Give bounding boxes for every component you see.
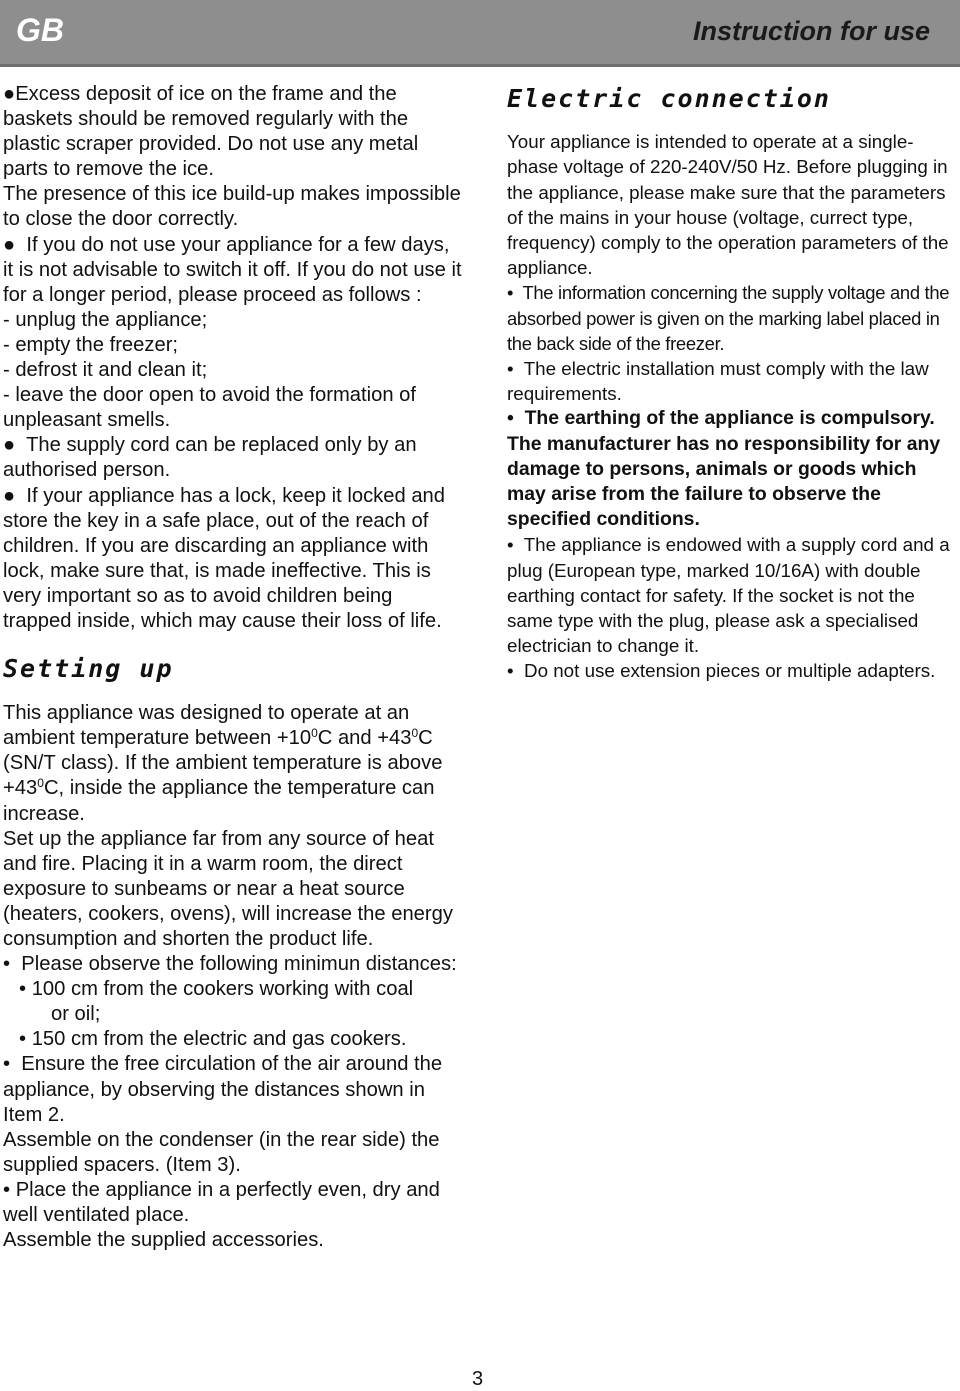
temp-text-a: This appliance was designed to operate at an ambient temperature between +10 (3, 702, 410, 750)
spacers-paragraph: Assemble on the condenser (in the rear side) the supplied spacers. (Item 3). (3, 1128, 440, 1176)
distance-text: 150 cm from the electric and gas cookers. (31, 1028, 407, 1051)
lock-paragraph (3, 484, 463, 635)
document-title: Instruction for use (692, 16, 930, 46)
unused-text: If you do not use your appliance for a few days, it is not advisable to switch it off. If you do not use it for a longer period, please proceed as follows : (3, 233, 462, 306)
marking-label-text: The information concerning the supply voltage and the absorbed power is given on the marking label placed in the back side of the freezer. (507, 282, 950, 354)
step-empty: - empty the freezer; (3, 333, 179, 356)
step-defrost: - defrost it and clean it; (3, 359, 208, 382)
temp-text-d: C, inside the appliance the temperature can increase. (3, 777, 435, 825)
distance-item-electric (3, 1027, 463, 1052)
step-door-open: - leave the door open to avoid the formation of unpleasant smells. (3, 384, 416, 432)
temp-text-c: C (SN/T class). If the ambient temperature is above +43 (3, 727, 443, 800)
temp-text-b: C and +43 (317, 727, 412, 750)
earthing-text: The earthing of the appliance is compulsory. The manufacturer has no responsibility for any damage to persons, animals or goods which may arise from the failure to observe the specified conditions. (507, 407, 941, 531)
lock-text: If your appliance has a lock, keep it locked and store the key in a safe place, out of the reach of children. If you are discarding an appliance with lock, make sure that, is made ineffective. This is very important so as to avoid children being trapped inside, which may cause their loss of life. (3, 484, 446, 632)
temperature-paragraph (3, 701, 463, 826)
setting-up-heading: Setting up (3, 654, 174, 684)
ice-paragraph (3, 82, 463, 182)
left-column (3, 82, 463, 1253)
electric-connection-heading: Electric connection (507, 84, 831, 113)
marking-label-paragraph (507, 280, 952, 356)
earthing-paragraph (507, 406, 952, 532)
bullet: ● (3, 233, 16, 256)
accessories-paragraph: Assemble the supplied accessories. (3, 1229, 324, 1252)
placement-paragraph (3, 1178, 463, 1228)
bullet: ● (3, 434, 16, 457)
supply-cord-text: The appliance is endowed with a supply cord and a plug (European type, marked 10/16A) with double earthing contact for safety. If the socket is not the same type with the plug, please ask a specialised electrician to change it. (507, 534, 950, 657)
distances-text: Please observe the following minimun distances: (21, 953, 457, 976)
bullet: • (19, 978, 27, 1001)
installation-text: The electric installation must comply with the law requirements. (507, 358, 929, 405)
bullet: • (507, 282, 514, 304)
distance-item-coal-cont (3, 1002, 463, 1027)
bullet: • (507, 407, 514, 430)
degree-sup: 0 (411, 726, 419, 741)
placement-text: Place the appliance in a perfectly even, dry and well ventilated place. (3, 1178, 440, 1227)
supply-cord-paragraph (507, 532, 952, 658)
heat-paragraph: Set up the appliance far from any source of heat and fire. Placing it in a warm room, the direct exposure to sunbeams or near a heat source (heaters, cookers, ovens), will increase the energy consumption and shorten the product life. (3, 827, 453, 950)
installation-paragraph (507, 356, 952, 406)
cord-paragraph (3, 433, 463, 483)
distances-paragraph (3, 952, 463, 977)
distance-text: or oil; (51, 1003, 101, 1026)
distance-text: 100 cm from the cookers working with coal (31, 978, 414, 1001)
bullet: • (507, 534, 514, 556)
voltage-paragraph: Your appliance is intended to operate at a single-phase voltage of 220-240V/50 Hz. Before plugging in the appliance, please make sure that the parameters of the mains in your house (voltage, currect type, frequency) comply to the operation parameters of the appliance. (507, 131, 949, 279)
extension-text: Do not use extension pieces or multiple adapters. (524, 660, 936, 682)
unused-paragraph (3, 233, 463, 308)
bullet: • (3, 953, 11, 976)
cord-text: The supply cord can be replaced only by an authorised person. (3, 434, 417, 482)
ice-text: Excess deposit of ice on the frame and the baskets should be removed regularly with the plastic scraper provided. Do not use any metal parts to remove the ice. (3, 83, 419, 181)
bullet: • (19, 1028, 27, 1051)
circulation-paragraph (3, 1052, 463, 1127)
language-code: GB (16, 12, 64, 48)
degree-sup: 0 (37, 776, 44, 791)
bullet: • (507, 660, 514, 682)
ice-paragraph-2: The presence of this ice build-up makes impossible to close the door correctly. (3, 183, 461, 231)
degree-sup: 0 (311, 726, 318, 741)
distance-item-coal (3, 977, 463, 1002)
page-header (0, 0, 960, 67)
circulation-text: Ensure the free circulation of the air around the appliance, by observing the distances shown in Item 2. (3, 1053, 443, 1126)
bullet: ● (3, 83, 16, 105)
right-column (507, 82, 952, 684)
bullet: ● (3, 484, 16, 507)
bullet: • (3, 1053, 11, 1076)
step-unplug: - unplug the appliance; (3, 308, 208, 331)
page-number: 3 (472, 1368, 484, 1390)
bullet: • (3, 1178, 11, 1201)
bullet: • (507, 358, 514, 380)
extension-paragraph (507, 658, 952, 683)
